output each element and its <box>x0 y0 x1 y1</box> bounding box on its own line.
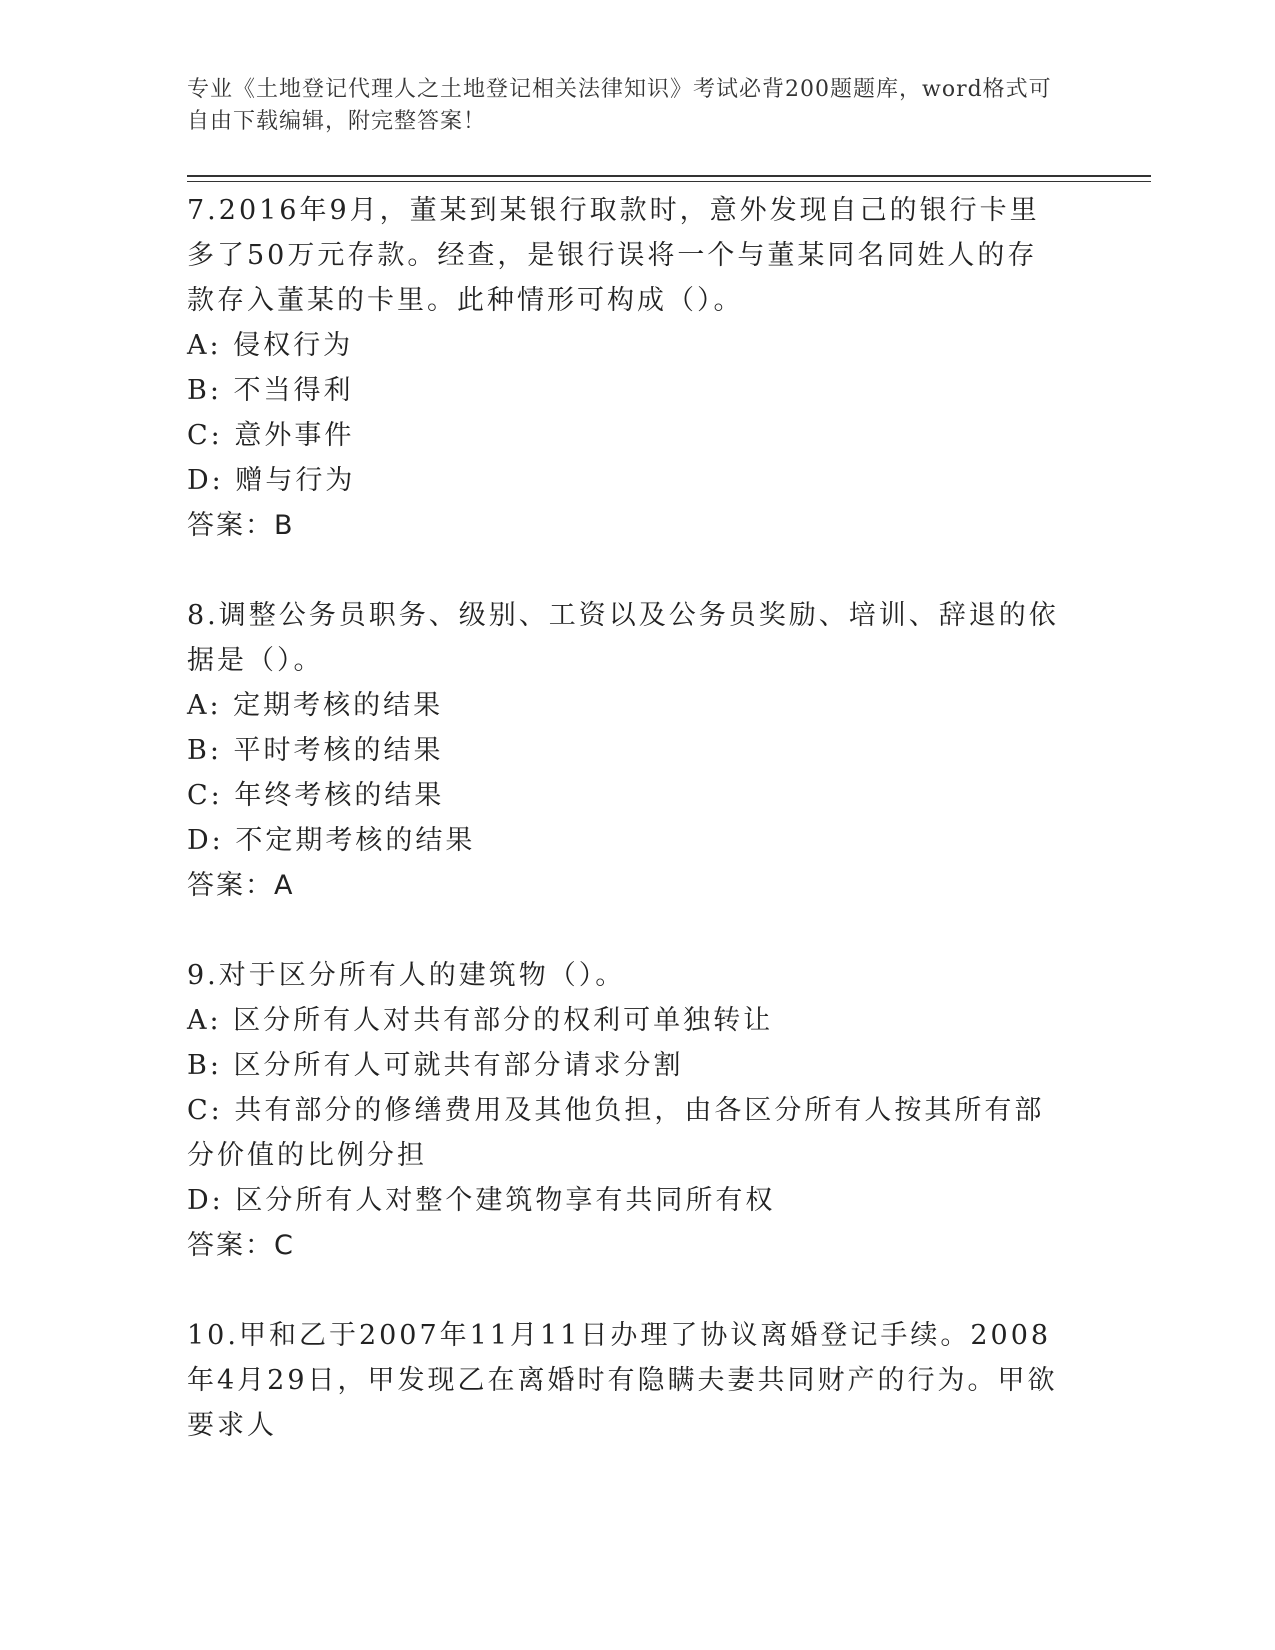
question-text: 10.甲和乙于2007年11月11日办理了协议离婚登记手续。2008年4月29日，甲发现乙在离婚时有隐瞒夫妻共同财产的行为。甲欲要求人 <box>187 1320 1058 1441</box>
option-b: B: 区分所有人可就共有部分请求分割 <box>187 1050 684 1081</box>
question-10 <box>187 1313 1067 1448</box>
option-d: D: 区分所有人对整个建筑物享有共同所有权 <box>187 1185 776 1216</box>
answer-line: 答案：A <box>187 870 295 901</box>
question-list <box>187 188 1067 1493</box>
question-text: 7.2016年9月，董某到某银行取款时，意外发现自己的银行卡里多了50万元存款。经查，是银行误将一个与董某同名同姓人的存款存入董某的卡里。此种情形可构成（）。 <box>187 195 1040 316</box>
option-b: B: 不当得利 <box>187 375 354 406</box>
option-b: B: 平时考核的结果 <box>187 735 444 766</box>
option-a: A: 定期考核的结果 <box>187 690 444 721</box>
option-a: A: 侵权行为 <box>187 330 354 361</box>
document-header: 专业《土地登记代理人之土地登记相关法律知识》考试必背200题题库，word格式可自由下载编辑，附完整答案！ <box>187 77 1052 134</box>
option-c: C: 共有部分的修缮费用及其他负担，由各区分所有人按其所有部分价值的比例分担 <box>187 1095 1045 1171</box>
answer-line: 答案：B <box>187 510 295 541</box>
header-divider <box>187 175 1151 177</box>
question-9 <box>187 953 1067 1268</box>
question-text: 9.对于区分所有人的建筑物（）。 <box>187 960 626 991</box>
answer-line: 答案：C <box>187 1230 295 1261</box>
option-d: D: 不定期考核的结果 <box>187 825 476 856</box>
question-8 <box>187 593 1067 908</box>
header-divider-thin <box>187 181 1151 182</box>
question-text: 8.调整公务员职务、级别、工资以及公务员奖励、培训、辞退的依据是（）。 <box>187 600 1059 676</box>
question-7 <box>187 188 1067 548</box>
option-c: C: 意外事件 <box>187 420 355 451</box>
option-d: D: 赠与行为 <box>187 465 356 496</box>
option-c: C: 年终考核的结果 <box>187 780 445 811</box>
option-a: A: 区分所有人对共有部分的权利可单独转让 <box>187 1005 774 1036</box>
